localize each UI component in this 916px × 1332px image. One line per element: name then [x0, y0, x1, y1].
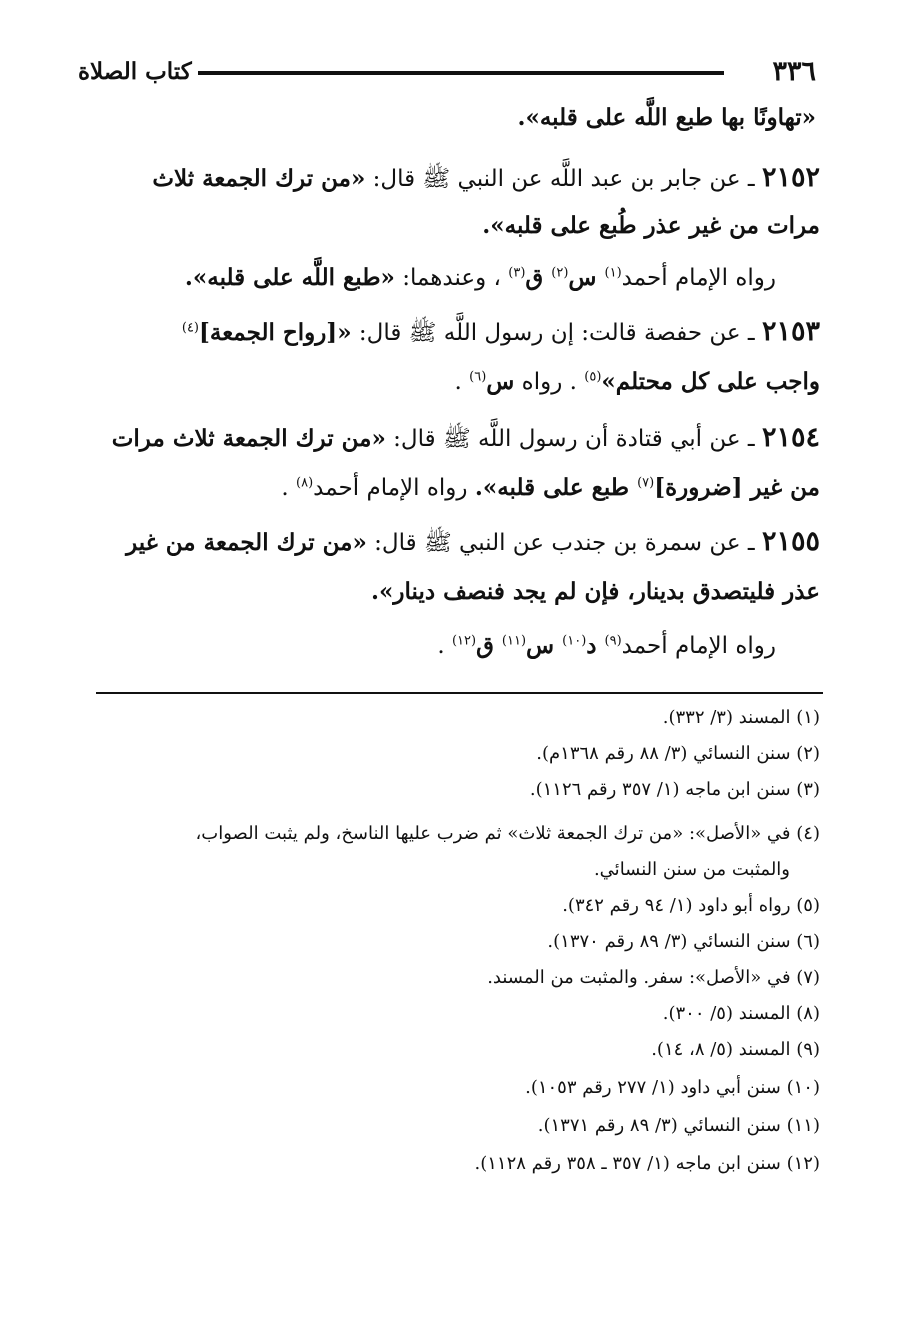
page-number: ٣٣٦ [772, 56, 816, 87]
footnote-ref: (٧) [637, 475, 655, 491]
hadith-quote-cont: طبع على قلبه». [474, 474, 638, 501]
footnote: (٧) في «الأصل»: سفر. والمثبت من المسند. [487, 967, 820, 988]
book-title: كتاب الصلاة [78, 58, 192, 85]
source-abbr: س [568, 264, 605, 291]
riwaya-line [80, 258, 776, 298]
hadith-2153-line [80, 312, 820, 353]
hadith-2152-line [80, 158, 820, 199]
footnote-separator [96, 692, 823, 694]
hadith-quote-cont: مرات من غير عذر طُبع على قلبه». [482, 212, 820, 239]
hadith-2154-cont [80, 468, 820, 508]
end-mark: . [437, 633, 452, 659]
hadith-2153-cont [80, 362, 820, 402]
hadith-number: ٢١٥٥ [761, 526, 820, 557]
footnote: (٩) المسند (٥/ ٨، ١٤). [651, 1039, 820, 1060]
footnote: (١) المسند (٣/ ٣٣٢). [662, 707, 820, 728]
footnote-ref: (٣) [508, 265, 526, 281]
header-rule [198, 71, 724, 75]
hadith-number: ٢١٥٤ [761, 422, 820, 453]
riwaya-quote: «طبع اللَّه على قلبه». [184, 264, 395, 291]
hadith-quote-cont: واجب على كل محتلم» [601, 368, 820, 395]
source-abbr: ق [525, 264, 552, 291]
end-mark: . [281, 475, 297, 501]
source-abbr: ق [476, 632, 502, 659]
footnote-ref: (١) [604, 265, 622, 281]
riwaya-text: رواه الإمام أحمد [621, 265, 776, 291]
footnote: (٦) سنن النسائي (٣/ ٨٩ رقم ١٣٧٠). [547, 931, 820, 952]
hadith-intro: ـ عن سمرة بن جندب عن النبي ﷺ قال: [366, 530, 762, 556]
hadith-quote: «من ترك الجمعة ثلاث مرات [111, 425, 386, 452]
hadith-number: ٢١٥٣ [761, 316, 820, 347]
riwaya-text: . رواه [514, 369, 585, 395]
footnote: (١٠) سنن أبي داود (١/ ٢٧٧ رقم ١٠٥٣). [525, 1077, 820, 1098]
footnote-cont: والمثبت من سنن النسائي. [593, 859, 790, 880]
hadith-quote: «[رواح الجمعة] [199, 319, 352, 346]
footnote-ref: (٤) [181, 320, 199, 336]
source-abbr: س [486, 368, 515, 395]
hadith-quote-cont: عذر فليتصدق بدينار، فإن لم يجد فنصف دينار». [371, 578, 820, 605]
footnote-ref: (٨) [296, 475, 314, 491]
footnote-ref: (٢) [551, 265, 569, 281]
hadith-quote: «من ترك الجمعة من غير [126, 529, 367, 556]
hadith-intro: ـ عن أبي قتادة أن رسول اللَّه ﷺ قال: [385, 426, 762, 452]
footnote-ref: (١٠) [562, 633, 587, 649]
text-line: «تهاونًا بها طبع اللَّه على قلبه». [517, 104, 816, 131]
footnote-ref: (١٢) [451, 633, 477, 649]
footnote: (٨) المسند (٥/ ٣٠٠). [662, 1003, 820, 1024]
footnote-ref: (٩) [604, 633, 622, 649]
hadith-2155-line [80, 522, 820, 563]
source-abbr: د [586, 632, 605, 659]
footnote: (١٢) سنن ابن ماجه (١/ ٣٥٧ ـ ٣٥٨ رقم ١١٢٨). [474, 1153, 820, 1174]
footnote: (١١) سنن النسائي (٣/ ٨٩ رقم ١٣٧١). [537, 1115, 820, 1136]
footnote: (٣) سنن ابن ماجه (١/ ٣٥٧ رقم ١١٢٦). [529, 779, 820, 800]
hadith-2154-line [80, 418, 820, 459]
hadith-quote-cont: من غير [ضرورة] [654, 474, 820, 501]
footnote-ref: (١١) [501, 633, 527, 649]
riwaya-text: ، وعندهما: [394, 265, 509, 291]
footnote: (٢) سنن النسائي (٣/ ٨٨ رقم ١٣٦٨م). [536, 743, 820, 764]
riwaya-text: رواه الإمام أحمد [621, 633, 776, 659]
page-header [78, 52, 816, 92]
source-abbr: س [526, 632, 563, 659]
end-mark: . [454, 369, 470, 395]
riwaya-text: رواه الإمام أحمد [313, 475, 475, 501]
footnote-ref: (٦) [469, 369, 487, 385]
hadith-intro: ـ عن حفصة قالت: إن رسول اللَّه ﷺ قال: [351, 320, 762, 346]
riwaya-line [80, 626, 776, 666]
hadith-quote: «من ترك الجمعة ثلاث [152, 165, 366, 192]
footnote: (٤) في «الأصل»: «من ترك الجمعة ثلاث» ثم ضرب عليها الناسخ، ولم يثبت الصواب، [195, 823, 820, 844]
hadith-number: ٢١٥٢ [761, 162, 820, 193]
hadith-intro: ـ عن جابر بن عبد اللَّه عن النبي ﷺ قال: [365, 166, 762, 192]
footnote: (٥) رواه أبو داود (١/ ٩٤ رقم ٣٤٢). [562, 895, 820, 916]
footnote-ref: (٥) [584, 369, 602, 385]
